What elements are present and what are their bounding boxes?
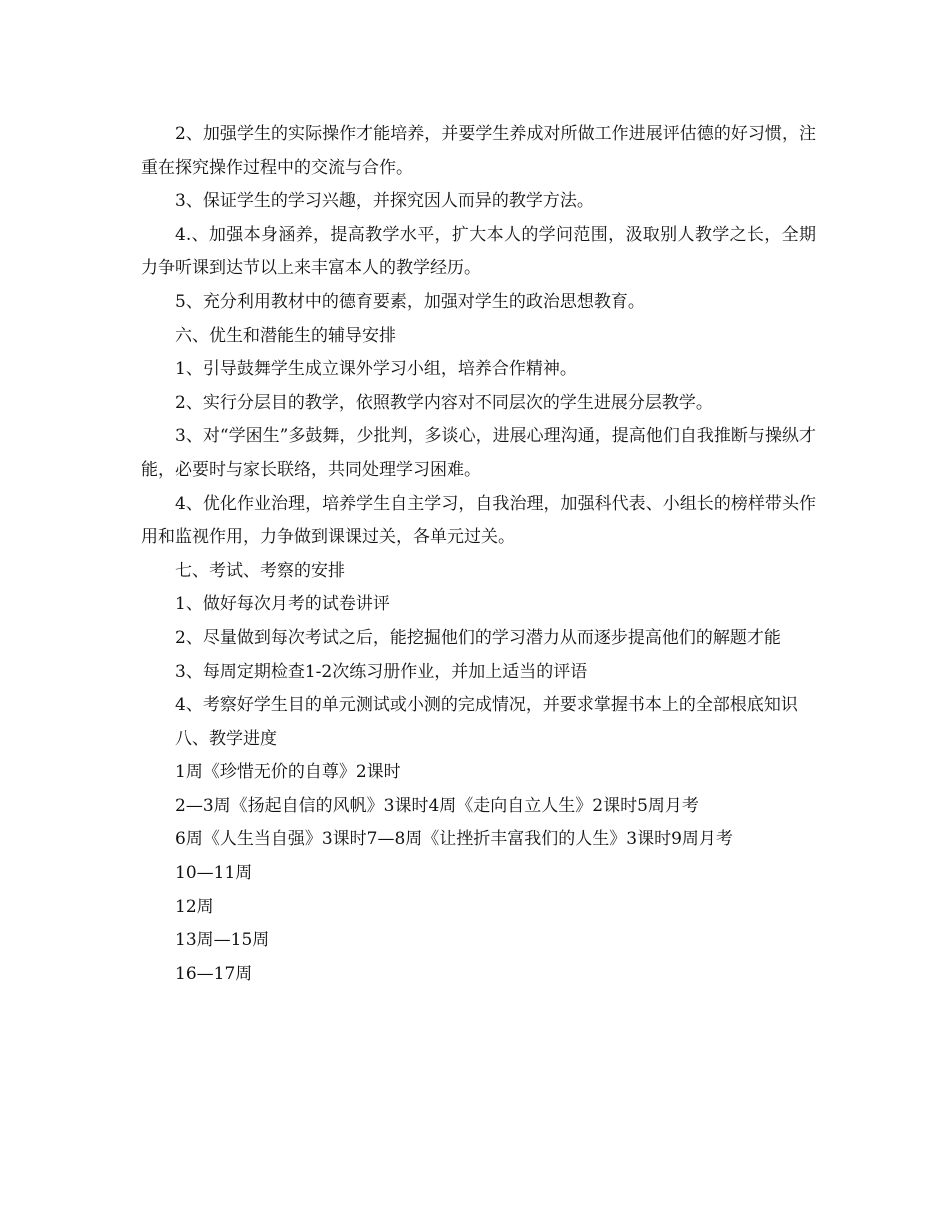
paragraph: 4.、加强本身涵养，提高教学水平，扩大本人的学问范围，汲取别人教学之长，全期力争听课到达节以上来丰富本人的教学经历。: [141, 224, 816, 279]
paragraph: 2、尽量做到每次考试之后，能挖掘他们的学习潜力从而逐步提高他们的解题才能: [175, 627, 781, 648]
document-body: [141, 118, 816, 991]
paragraph: 3、保证学生的学习兴趣，并探究因人而异的教学方法。: [175, 191, 594, 212]
schedule-line: 1周《珍惜无价的自尊》2课时: [175, 762, 401, 783]
paragraph: 5、充分利用教材中的德育要素，加强对学生的政治思想教育。: [175, 291, 645, 312]
schedule-line: 13周—15周: [175, 930, 270, 951]
paragraph: 1、引导鼓舞学生成立课外学习小组，培养合作精神。: [175, 359, 577, 380]
paragraph: 4、优化作业治理，培养学生自主学习，自我治理，加强科代表、小组长的榜样带头作用和监视作用，力争做到课课过关，各单元过关。: [141, 493, 816, 548]
paragraph: 4、考察好学生目的单元测试或小测的完成情况，并要求掌握书本上的全部根底知识: [175, 695, 798, 716]
paragraph: 1、做好每次月考的试卷讲评: [175, 594, 390, 615]
section-heading: 六、优生和潜能生的辅导安排: [175, 325, 396, 346]
schedule-line: 16—17周: [175, 963, 253, 984]
paragraph: 2、加强学生的实际操作才能培养，并要学生养成对所做工作进展评估德的好习惯，注重在探究操作过程中的交流与合作。: [141, 124, 816, 178]
schedule-line: 10—11周: [175, 863, 253, 884]
schedule-line: 2—3周《扬起自信的风帆》3课时4周《走向自立人生》2课时5周月考: [175, 795, 699, 816]
section-heading: 七、考试、考察的安排: [175, 560, 345, 581]
paragraph: 3、对“学困生”多鼓舞，少批判，多谈心，进展心理沟通，提高他们自我推断与操纵才能，必要时与家长联络，共同处理学习困难。: [141, 426, 816, 480]
paragraph: 2、实行分层目的教学，依照教学内容对不同层次的学生进展分层教学。: [175, 392, 713, 413]
paragraph: 3、每周定期检查1-2次练习册作业，并加上适当的评语: [175, 661, 588, 682]
schedule-line: 12周: [175, 896, 214, 917]
section-heading: 八、教学进度: [175, 728, 277, 749]
schedule-line: 6周《人生当自强》3课时7—8周《让挫折丰富我们的人生》3课时9周月考: [175, 829, 733, 850]
